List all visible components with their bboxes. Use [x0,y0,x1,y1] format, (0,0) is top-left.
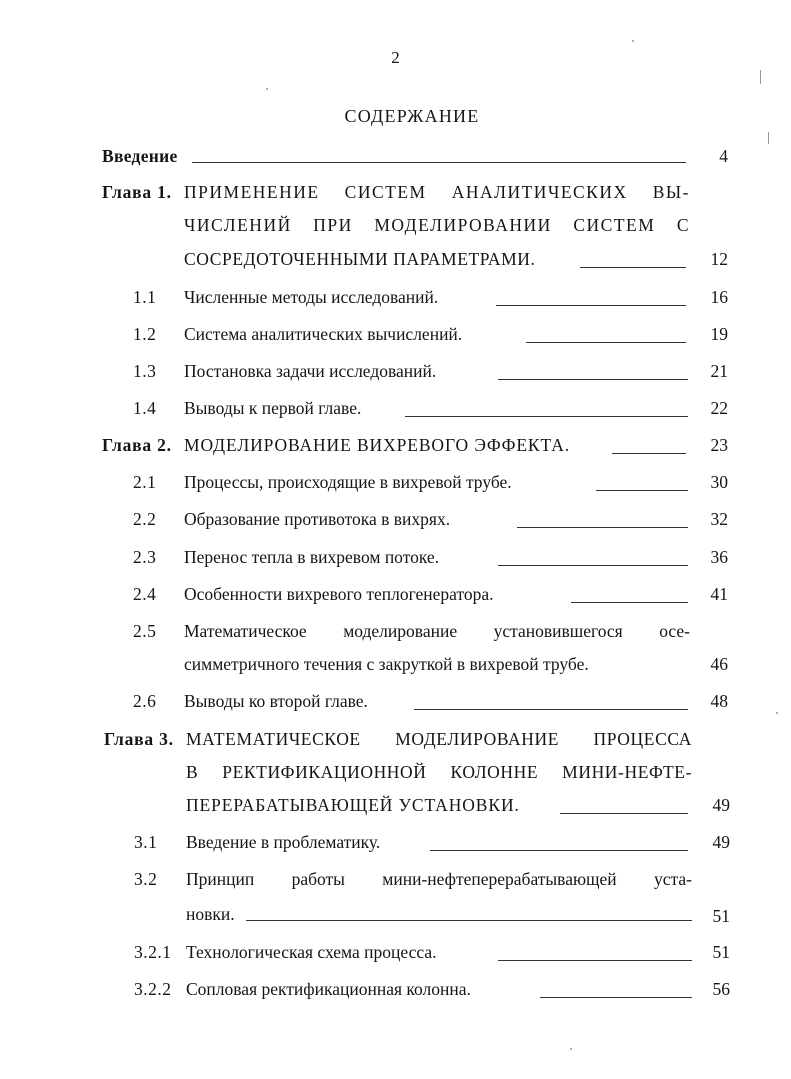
leader-line [498,379,688,380]
section-page: 22 [710,398,728,418]
section-title: Введение в проблематику. [186,832,381,852]
chapter-1-title-line-1: ПРИМЕНЕНИЕ СИСТЕМ АНАЛИТИЧЕСКИХ ВЫ- [184,182,690,202]
section-title-line-1: Принцип работы мини-нефтеперерабатывающей уста- [186,869,692,889]
section-page: 51 [712,906,730,926]
page-number: 2 [391,48,400,67]
section-number: 2.6 [133,691,157,711]
section-page: 41 [710,584,728,604]
leader-line [596,490,688,491]
section-page: 21 [710,361,728,381]
section-title-line-2: новки. [186,904,235,924]
scan-speck [570,1048,572,1050]
chapter-3-title-line-1: МАТЕМАТИЧЕСКОЕ МОДЕЛИРОВАНИЕ ПРОЦЕССА [186,729,692,749]
section-title: Перенос тепла в вихревом потоке. [184,547,440,567]
section-number: 1.3 [133,361,157,381]
section-number: 2.4 [133,584,157,604]
leader-line [540,997,692,998]
section-title-line-1: Математическое моделирование установившегося осе- [184,621,690,641]
section-title: Особенности вихревого теплогенератора. [184,584,494,604]
scan-speck [632,40,634,42]
section-title: Постановка задачи исследований. [184,361,437,381]
section-title: Процессы, происходящие в вихревой трубе. [184,472,512,492]
scan-speck [768,132,769,144]
chapter-1-title-line-3: СОСРЕДОТОЧЕННЫМИ ПАРАМЕТРАМИ. [184,249,536,269]
leader-line [246,920,692,921]
intro-page: 4 [719,146,728,166]
chapter-2-page: 23 [710,435,728,455]
leader-line [414,709,688,710]
section-title: Система аналитических вычислений. [184,324,463,344]
section-title: Образование противотока в вихрях. [184,509,451,529]
section-title: Сопловая ректификационная колонна. [186,979,471,999]
chapter-2-title: МОДЕЛИРОВАНИЕ ВИХРЕВОГО ЭФФЕКТА. [184,435,571,455]
leader-line [498,960,692,961]
section-page: 48 [710,691,728,711]
scan-speck [776,712,778,714]
section-page: 56 [712,979,730,999]
section-page: 51 [712,942,730,962]
section-page: 16 [710,287,728,307]
section-page: 46 [710,654,728,674]
intro-label: Введение [102,146,178,166]
leader-line [517,527,688,528]
section-title: Технологическая схема процесса. [186,942,437,962]
scan-speck [760,70,761,84]
section-number: 3.2.1 [134,942,172,962]
section-number: 2.3 [133,547,157,567]
section-page: 32 [710,509,728,529]
section-number: 3.2.2 [134,979,172,999]
chapter-1-title-line-2: ЧИСЛЕНИЙ ПРИ МОДЕЛИРОВАНИИ СИСТЕМ С [184,215,690,235]
leader-line [430,850,688,851]
section-page: 49 [712,832,730,852]
leader-line [496,305,686,306]
section-number: 1.4 [133,398,157,418]
chapter-3-title-line-2: В РЕКТИФИКАЦИОННОЙ КОЛОННЕ МИНИ-НЕФТЕ- [186,762,692,782]
chapter-3-label: Глава 3. [104,729,174,749]
leader-line [526,342,686,343]
section-page: 36 [710,547,728,567]
section-number: 1.2 [133,324,157,344]
chapter-1-label: Глава 1. [102,182,172,202]
leader-line [612,453,686,454]
toc-title: СОДЕРЖАНИЕ [344,106,480,126]
section-number: 2.5 [133,621,157,641]
section-title: Выводы ко второй главе. [184,691,368,711]
leader-line [405,416,688,417]
scan-speck [266,88,268,90]
section-page: 30 [710,472,728,492]
chapter-3-title-line-3: ПЕРЕРАБАТЫВАЮЩЕЙ УСТАНОВКИ. [186,795,520,815]
chapter-2-label: Глава 2. [102,435,172,455]
section-number: 3.1 [134,832,158,852]
section-title: Численные методы исследований. [184,287,439,307]
section-title: Выводы к первой главе. [184,398,362,418]
leader-line [498,565,688,566]
section-number: 3.2 [134,869,158,889]
leader-line [192,162,686,163]
section-number: 2.1 [133,472,157,492]
leader-line [580,267,686,268]
section-page: 19 [710,324,728,344]
chapter-1-page: 12 [710,249,728,269]
leader-line [571,602,688,603]
chapter-3-page: 49 [712,795,730,815]
section-number: 2.2 [133,509,157,529]
leader-line [560,813,688,814]
section-number: 1.1 [133,287,157,307]
section-title-line-2: симметричного течения с закруткой в вихревой трубе. [184,654,589,674]
